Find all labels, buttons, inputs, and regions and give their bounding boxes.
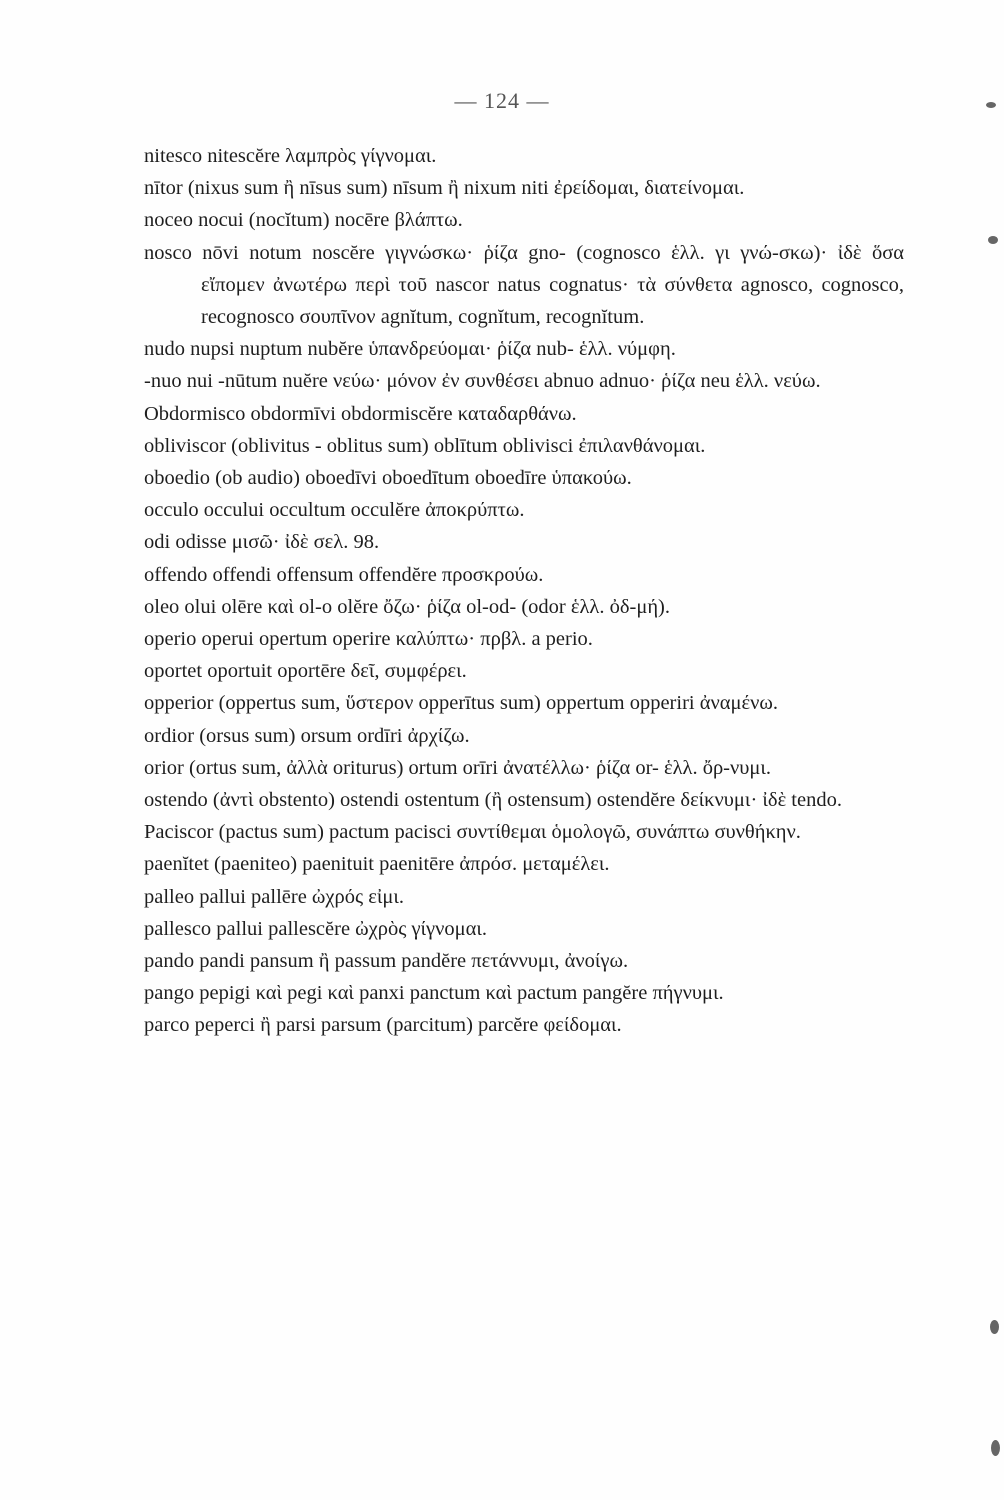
entry-noceo: noceo nocui (nocĭtum) nocēre βλάπτω. — [144, 209, 463, 232]
entry-pango: pango pepigi καὶ pegi καὶ panxi panctum καὶ pactum pangĕre πήγνυμι. — [144, 982, 724, 1005]
entry-oportet: oportet oportuit oportēre δεῖ, συμφέρει. — [144, 660, 467, 683]
entry-paciscor: Paciscor (pactus sum) pactum pacisci συντίθεμαι ὁμολογῶ, συνάπτω συνθήκην. — [144, 821, 801, 844]
scan-mark — [991, 1440, 1000, 1456]
scan-mark — [986, 102, 996, 108]
entry-nosco: nosco nōvi notum noscĕre γιγνώσκω· ῥίζα gno- (cognosco ἑλλ. γι γνώ-σκω)· ἰδὲ ὅσα εἴπομεν ἀνωτέρω περὶ τοῦ nascor natus cognatus· τὰ σύνθετα agnosco, cognosco, recognosco σουπῖνον agnĭtum, cognĭtum, recognĭtum. — [144, 241, 904, 329]
entry-ordior: ordior (orsus sum) orsum ordīri ἀρχίζω. — [144, 724, 470, 747]
entry-paenitet: paenĭtet (paeniteo) paenituit paenitēre ἀπρόσ. μεταμέλει. — [144, 853, 610, 876]
entry-palleo: palleo pallui pallēre ὠχρός εἰμι. — [144, 885, 404, 908]
entry-pallesco: pallesco pallui pallescĕre ὠχρὸς γίγνομαι. — [144, 917, 488, 940]
scan-mark — [988, 236, 998, 244]
scan-mark — [990, 1320, 999, 1334]
dictionary-entries — [144, 140, 904, 1042]
entry-obliviscor: obliviscor (oblivitus - oblitus sum) oblītum oblivisci ἐπιλανθάνομαι. — [144, 434, 706, 457]
entry-nudo: nudo nupsi nuptum nubĕre ὑπανδρεύομαι· ῥίζα nub- ἑλλ. νύμφη. — [144, 338, 676, 361]
entry-oboedio: oboedio (ob audio) oboedīvi oboedītum oboedīre ὑπακούω. — [144, 467, 632, 490]
entry-pando: pando pandi pansum ἢ passum pandĕre πετάννυμι, ἀνοίγω. — [144, 950, 629, 973]
entry-opperior: opperior (oppertus sum, ὕστερον opperītus sum) oppertum opperiri ἀναμένω. — [144, 692, 778, 715]
entry-obdormisco: Obdormisco obdormīvi obdormiscĕre καταδαρθάνω. — [144, 402, 577, 425]
entry-nitor: nītor (nixus sum ἢ nīsus sum) nīsum ἢ nixum niti ἐρείδομαι, διατείνομαι. — [144, 177, 745, 200]
entry-orior: orior (ortus sum, ἀλλὰ oriturus) ortum orīri ἀνατέλλω· ῥίζα or- ἑλλ. ὄρ-νυμι. — [144, 756, 772, 779]
entry-offendo: offendo offendi offensum offendĕre προσκρούω. — [144, 563, 544, 586]
entry-operio: operio operui opertum operire καλύπτω· πρβλ. a perio. — [144, 628, 593, 651]
page-number: — 124 — — [454, 88, 550, 113]
entry-ostendo: ostendo (ἀντὶ obstento) ostendi ostentum (ἢ ostensum) ostendĕre δείκνυμι· ἰδὲ tendo. — [144, 789, 842, 812]
entry-nuo: -nuo nui -nūtum nuĕre νεύω· μόνον ἐν συνθέσει abnuo adnuo· ῥίζα neu ἑλλ. νεύω. — [144, 370, 821, 393]
entry-odi: odi odisse μισῶ· ἰδὲ σελ. 98. — [144, 531, 380, 554]
entry-nitesco: nitesco nitescĕre λαμπρὸς γίγνομαι. — [144, 145, 437, 167]
entry-oleo: oleo olui olēre καὶ ol-o olĕre ὄζω· ῥίζα ol-od- (odor ἑλλ. ὀδ-μή). — [144, 595, 670, 618]
entry-occulo: occulo occului occultum occulĕre ἀποκρύπτω. — [144, 499, 525, 522]
entry-parco: parco peperci ἢ parsi parsum (parcitum) parcĕre φείδομαι. — [144, 1014, 622, 1037]
